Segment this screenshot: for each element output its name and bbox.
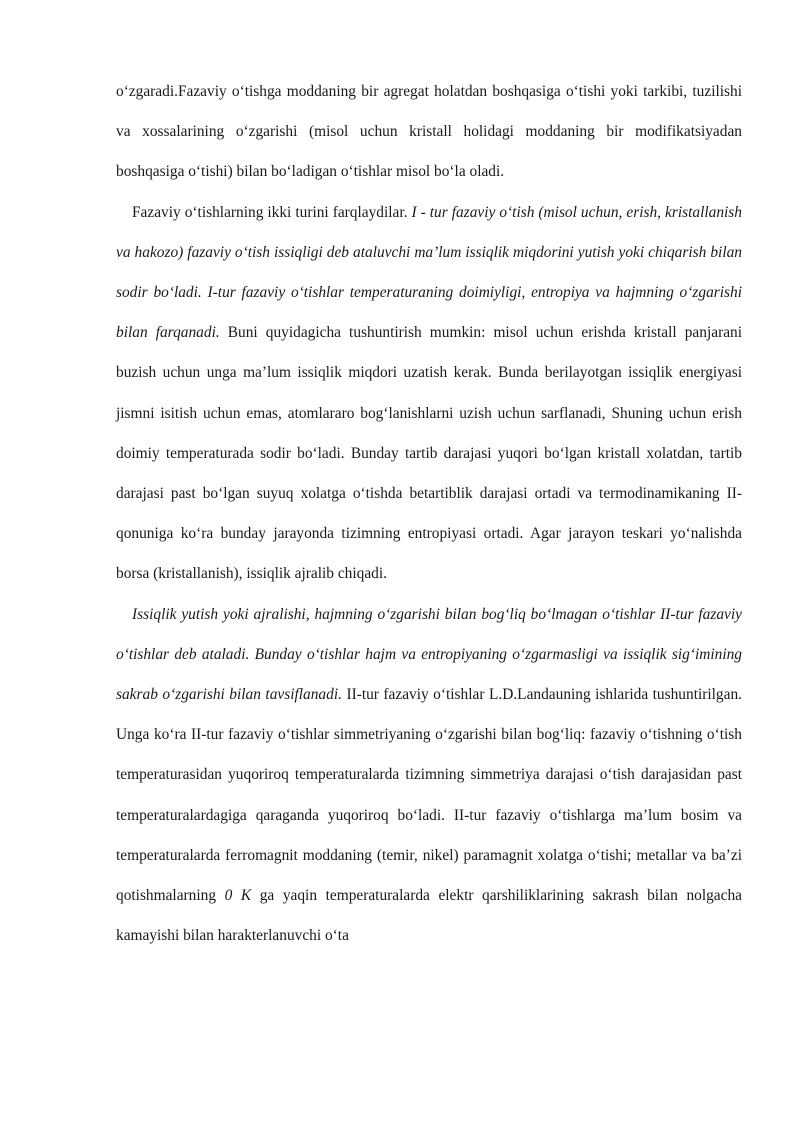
text-run: II-tur fazaviy o‘tishlar L.D.Landauning ishlarida tushuntirilgan. Unga ko‘ra II-tur fazaviy o‘tishlar simmetriyaning o‘zgarishi bilan bog‘liq: fazaviy o‘tishning o‘tish temperaturasidan yuqoriroq temperaturalarda tizimning simmetriya darajasi o‘tish darajasidan past temperaturalardagiga qaraganda yuqoriroq bo‘ladi. II-tur fazaviy o‘tishlarga ma’lum bosim va temperaturalarda ferromagnit moddaning (temir, nikel) paramagnit xolatga o‘tishi; metallar va ba’zi qotishmalarning	[116, 686, 742, 905]
text-run: Buni quyidagicha tushuntirish mumkin: misol uchun erishda kristall panjarani buzish uchun unga ma’lum issiqlik miqdori uzatish kerak. Bunda berilayotgan issiqlik energiyasi jismni isitish uchun emas, atomlararo bog‘lanishlarni uzish uchun sarflanadi, Shuning uchun erish doimiy temperaturada sodir bo‘ladi. Bunday tartib darajasi yuqori bo‘lgan kristall xolatdan, tartib darajasi past bo‘lgan suyuq xolatga o‘tishda betartiblik darajasi ortadi va termodinamikaning II-qonuniga ko‘ra bunday jarayonda tizimning entropiyasi ortadi. Agar jarayon teskari yo‘nalishda borsa (kristallanish), issiqlik ajralib chiqadi.	[116, 324, 742, 583]
text-run: Fazaviy o‘tishlarning ikki turini farqlaydilar.	[132, 203, 412, 221]
italic-text-run: 0 K	[224, 887, 252, 905]
paragraph-first-order-transitions	[116, 193, 742, 595]
paragraph-phase-transition-intro	[116, 72, 742, 193]
text-run: ga yaqin temperaturalarda elektr qarshiliklarining sakrash bilan nolgacha kamayishi bilan harakterlanuvchi o‘ta	[116, 887, 743, 945]
italic-text-run: Issiqlik yutish yoki ajralishi, hajmning o‘zgarishi bilan bog‘liq bo‘lmagan o‘tishlar II-tur fazaviy o‘tishlar deb ataladi. Bunday o‘tishlar hajm va entropiyaning o‘zgarmasligi va issiqlik sig‘imining sakrab o‘zgarishi bilan tavsiflanadi.	[116, 605, 742, 704]
paragraph-second-order-transitions	[116, 595, 742, 957]
italic-text-run: I - tur fazaviy o‘tish (misol uchun, erish, kristallanish va hakozo) fazaviy o‘tish issiqligi deb ataluvchi ma’lum issiqlik miqdorini yutish yoki chiqarish bilan sodir bo‘ladi. I-tur fazaviy o‘tishlar temperaturaning doimiyligi, entropiya va hajmning o‘zgarishi bilan farqanadi.	[116, 203, 742, 342]
text-run: o‘zgaradi.Fazaviy o‘tishga moddaning bir agregat holatdan boshqasiga o‘tishi yoki tarkibi, tuzilishi va xossalarining o‘zgarishi (misol uchun kristall holidagi moddaning bir modifikatsiyadan boshqasiga o‘tishi) bilan bo‘ladigan o‘tishlar misol bo‘la oladi.	[116, 83, 742, 181]
document-page	[116, 72, 742, 956]
